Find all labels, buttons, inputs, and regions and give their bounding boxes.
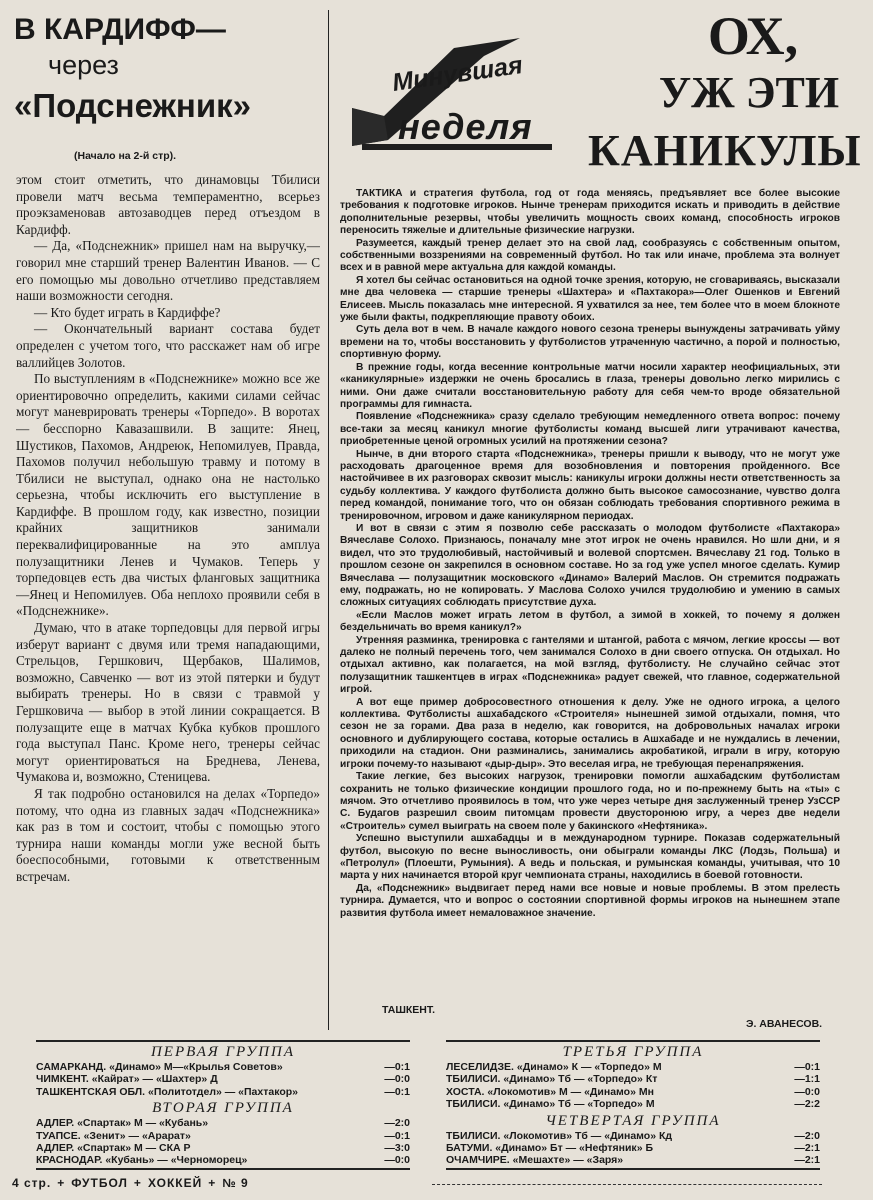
right-paragraph: Да, «Подснежник» выдвигает перед нами все новые и новые проблемы. В этом прелесть турнира. Думается, что и вопрос о состоянии спортивной формы игроков на нынешнем этапе развития футбола имеет немаловажное значение. <box>340 882 840 919</box>
result-match: ХОСТА. «Локомотив» М — «Динамо» Мн <box>446 1085 654 1098</box>
left-title-line3: «Подснежник» <box>14 87 251 124</box>
right-paragraph: Суть дела вот в чем. В начале каждого нового сезона тренеры вынуждены затрачивать уйму времени на то, чтобы восстановить у футболистов утраченную частично, а порой и полностью, спортивную форму. <box>340 324 840 361</box>
right-paragraph: Я хотел бы сейчас остановиться на одной точке зрения, которую, не сговариваясь, высказали мне два человека — старшие тренеры «Шахтера» и «Пахтакора»—Олег Ошенков и Евгений Елисеев. Мысль показалась мне интересной. Я ухватился за нее, тем более что в моем блокноте уже были факты, подкрепляющие правоту обоих. <box>340 274 840 324</box>
result-score: —0:0 <box>384 1154 410 1167</box>
footer-rule <box>432 1184 822 1185</box>
column-divider <box>328 10 329 1030</box>
group1-title: ПЕРВАЯ ГРУППА <box>150 1044 296 1060</box>
right-paragraph: Появление «Подснежника» сразу сделало требующим немедленного ответа вопрос: почему все-таки за месяц каникул многие футболисты команд высшей лиги утрачивают качества, приобретенные ценой огромных усилий на протяжении сезона? <box>340 411 840 448</box>
result-match: АДЛЕР. «Спартак» М — «Кубань» <box>36 1117 209 1130</box>
result-row <box>446 1061 820 1073</box>
result-match: КРАСНОДАР. «Кубань» — «Черноморец» <box>36 1154 248 1167</box>
right-title-line1: ОХ, <box>707 6 799 66</box>
result-row <box>36 1117 410 1129</box>
page-footer <box>12 1176 432 1190</box>
group3-title: ТРЕТЬЯ ГРУППА <box>562 1044 704 1060</box>
footer-sep: + <box>208 1176 217 1190</box>
left-paragraph: — Окончательный вариант состава будет определен с учетом того, что расскажет нам об игре валлийцев Золотов. <box>16 321 320 370</box>
right-paragraph: Такие легкие, без высоких нагрузок, тренировки помогли ашхабадским футболистам сохранить не только физические кондиции прошлого года, но и по-прежнему быть на «ты» с мячом. Это отчетливо проявилось в том, что уже через четыре дня заслуженный тренер УзССР С. Будагов разрешил своим питомцам провести двусторонюю игру, а через две недели «Строитель» сумел выиграть на своем поле у бакинского «Нефтяника». <box>340 771 840 832</box>
result-row <box>446 1086 820 1098</box>
result-score: —1:1 <box>794 1073 820 1086</box>
result-score: —0:1 <box>794 1061 820 1073</box>
result-match: САМАРКАНД. «Динамо» М—«Крылья Советов» <box>36 1061 283 1073</box>
left-paragraph: этом стоит отметить, что динамовцы Тбилиси провели матч весьма темпераментно, всерьез проэкзаменовав автозаводцев перед отъездом в Кардифф. <box>16 172 320 237</box>
result-match: ОЧАМЧИРЕ. «Мешахте» — «Заря» <box>446 1154 624 1167</box>
result-match: ТБИЛИСИ. «Динамо» Тб — «Торпедо» Кт <box>446 1073 658 1086</box>
left-title-line1: В КАРДИФФ— <box>14 13 226 46</box>
left-paragraph: Думаю, что в атаке торпедовцы для первой игры изберут вариант с двумя или тремя нападающими, Стрельцов, Гершкович, Щербаков, Шалимов, возможно, Савченко — вот из этой пятерки и будут выбирать тренеры. Но в связи с травмой у Гершковича — выбор в этой линии сокращается. В полузащите еще в матчах Кубка кубков прошлого года выступал Панс. Кроме него, тренеры сейчас могут ориентироваться на Бреднева, Ленева, Чумакова и, возможно, Стеницева. <box>16 620 320 785</box>
result-row <box>36 1130 410 1142</box>
right-article-body <box>340 188 840 1006</box>
group2-title: ВТОРАЯ ГРУППА <box>152 1100 294 1117</box>
right-paragraph: Разумеется, каждый тренер делает это на свой лад, сообразуясь с собственным опытом, собственными воззрениями на современный футбол. Но так или иначе, проблема эта волнует всех и в равной мере актуальна для каждой команды. <box>340 237 840 274</box>
right-paragraph: В прежние годы, когда весенние контрольные матчи носили характер неофициальных, эти «каникулярные» издержки не очень бросались в глаза, тренеры довольно легко мирились с ними. Они даже считали восстановительную работу для себя чем-то вроде обязательной программы для гимнаста. <box>340 361 840 410</box>
right-paragraph: ТАКТИКА и стратегия футбола, год от года меняясь, предъявляет все более высокие требования к подготовке игроков. Нынче тренерам приходится искать и приводить в действие дополнительные резервы, чтобы увеличить мощность своих команд, способность игроков переносить тяжелые и длительные физические нагрузки. <box>340 188 840 237</box>
footer-word2: ХОККЕЙ <box>147 1176 203 1190</box>
result-score: —2:0 <box>384 1117 410 1130</box>
left-paragraph: — Да, «Подснежник» пришел нам на выручку,— говорил мне старший тренер Валентин Иванов. — С его помощью мы довольно отчетливо представляем наши возможности сегодня. <box>16 238 320 304</box>
result-match: ТБИЛИСИ. «Динамо» Тб — «Торпедо» М <box>446 1098 655 1111</box>
right-paragraph: И вот в связи с этим я позволю себе рассказать о молодом футболисте «Пахтакора» Вячеславе Солохо. Признаюсь, поначалу мне этот игрок не очень нравился. Но шли дни, и я видел, что это трудолюбивый, настойчивый и волевой спортсмен. Вячеславу 21 год. Только в прошлом сезоне он закрепился в основном составе. Но за год уже успел многое сделать. Кумир Вячеслава — полузащитник московского «Динамо» Валерий Маслов. Он стремится подражать ему, подражать, но не копировать. У Маслова Солохо учился трудолюбию и умению в самых сложных ситуациях соблюдать присутствие духа. <box>340 522 840 609</box>
left-article-body <box>16 172 320 1032</box>
result-match: ТБИЛИСИ. «Локомотив» Тб — «Динамо» Кд <box>446 1129 673 1142</box>
result-match: АДЛЕР. «Спартак» М — СКА Р <box>36 1142 191 1155</box>
result-row <box>36 1086 410 1098</box>
result-match: БАТУМИ. «Динамо» Бт — «Нефтяник» Б <box>446 1142 653 1155</box>
result-match: ЛЕСЕЛИДЗЕ. «Динамо» К — «Торпедо» М <box>446 1061 662 1073</box>
right-paragraph: «Если Маслов может играть летом в футбол, а зимой в хоккей, то почему я должен бездельничать во время каникул?» <box>340 609 840 634</box>
right-title-line2: УЖ ЭТИ <box>658 68 840 117</box>
result-row <box>446 1098 820 1110</box>
right-paragraph: А вот еще пример добросовестного отношения к делу. Уже не одного игрока, а целого коллектива. Футболисты ашхабадского «Строителя» нынешней зимой отдыхали, помня, что сезон не за горами. Два раза в неделю, как говорится, на добровольных началах игроки основного и дублирующего состава, которые остались в Ашхабаде и не нуждались в лечении, приходили на стадион. Они разминались, занимались акробатикой, играли в игру, которую игроки почему-то называют «дыр-дыр». Это веселая игра, не требующая перенапряжения. <box>340 696 840 770</box>
continued-note: (Начало на 2-й стр). <box>74 150 177 162</box>
result-match: ТАШКЕНТСКАЯ ОБЛ. «Политотдел» — «Пахтакор» <box>36 1085 298 1098</box>
rubric-line2: неделя <box>398 106 533 147</box>
right-article-title <box>580 6 870 120</box>
result-score: —0:1 <box>384 1061 410 1073</box>
footer-word1: ФУТБОЛ <box>71 1176 128 1190</box>
right-paragraph: Утренняя разминка, тренировка с гантелями и штангой, работа с мячом, легкие кроссы — вот далеко не полный перечень того, чем занимался Солохо в дни своего отпуска. Он отдыхал. Но отдыхал активно, как полагается, на мой взгляд, футболисту. Не случайно сейчас этот полузащитник ташкентцев в играх «Подснежника» радует свежей, что главное, содержательной игрой. <box>340 634 840 696</box>
results-box-left <box>36 1040 410 1170</box>
footer-issue: № 9 <box>222 1176 249 1190</box>
group4-title: ЧЕТВЕРТАЯ ГРУППА <box>545 1112 721 1129</box>
result-row <box>446 1073 820 1085</box>
left-paragraph: По выступлениям в «Подснежнике» можно все же ориентировочно определить, какими силами сейчас могут маневрировать тренеры «Торпедо». В воротах — бесспорно Кавазашвили. В защите: Янец, Шустиков, Пахомов, Андреюк, Непомилуев, Правда, Пахомов получил небольшую травму и потому в Тбилиси не выступал, однако она не настолько серьезна, чтобы исключить его выступление в Кардиффе. В прошлом году, как известно, позиции крайних защитников занимали переквалифицированные на это амплуа полузащитники Ленев и Чумаков. Теперь у торпедовцев есть два чистых фланговых защитника—Янец и Непомилуев. Оба неплохо проявили себя в «Подснежнике». <box>16 371 320 619</box>
author: Э. АВАНЕСОВ. <box>746 1018 823 1030</box>
left-paragraph: Я так подробно остановился на делах «Торпедо» потому, что одна из главных задач «Подснежника» как раз в том и состоит, чтобы с помощью этого турнира наши команды могли уже весной быть боеспособными, готовыми к ответственным встречам. <box>16 785 320 884</box>
result-score: —0:1 <box>384 1129 410 1142</box>
right-paragraph: Успешно выступили ашхабадцы и в международном турнире. Показав содержательный футбол, высокую по весне выносливость, они обыграли команды ЛКС (Лодзь, Польша) и «Петролул» (Плоешти, Румыния). А ведь и польская, и румынская команды, учитывая, что 10 марта у них начинается второй круг чемпионата страны, находились в боевой готовности. <box>340 833 840 882</box>
right-title-line3: КАНИКУЛЫ <box>588 126 862 175</box>
footer-page: 4 стр. <box>12 1176 52 1190</box>
rubric-line1: Минувшая <box>390 51 525 97</box>
result-score: —2:1 <box>794 1142 820 1155</box>
dateline: ТАШКЕНТ. <box>382 1004 436 1016</box>
result-row <box>36 1154 410 1166</box>
result-match: ЧИМКЕНТ. «Кайрат» — «Шахтер» Д <box>36 1073 218 1086</box>
result-row <box>446 1154 820 1166</box>
left-paragraph: — Кто будет играть в Кардиффе? <box>34 304 221 320</box>
footer-sep: + <box>57 1176 66 1190</box>
result-score: —2:2 <box>794 1098 820 1111</box>
results-box-right <box>446 1040 820 1170</box>
result-score: —0:0 <box>794 1085 820 1098</box>
result-score: —0:1 <box>384 1085 410 1098</box>
footer-sep: + <box>133 1176 142 1190</box>
result-row <box>36 1142 410 1154</box>
result-score: —2:1 <box>794 1154 820 1167</box>
rubric-swoosh-icon <box>344 20 556 178</box>
result-row <box>446 1142 820 1154</box>
result-score: —0:0 <box>384 1073 410 1086</box>
result-row <box>36 1073 410 1085</box>
right-paragraph: Нынче, в дни второго старта «Подснежника», тренеры пришли к выводу, что не могут уже расходовать драгоценное время для возобновления и повторения пройденного. Все настойчивее в их разговорах сквозит мысль: каникулы игроки должны нести ответственность за судьбу коллектива. У каждого футболиста должно быть высокое самосознание, чувство долга перед командой, понимание того, что он обязан соблюдать требования спортивного режима в тренировочном, игровом и даже каникулярном периодах. <box>340 448 840 522</box>
result-score: —3:0 <box>384 1142 410 1155</box>
result-score: —2:0 <box>794 1129 820 1142</box>
result-match: ТУАПСЕ. «Зенит» — «Арарат» <box>36 1129 191 1142</box>
left-article-title <box>14 12 314 126</box>
left-title-line2: через <box>48 50 119 80</box>
result-row <box>36 1061 410 1073</box>
result-row <box>446 1130 820 1142</box>
rubric-block <box>344 20 556 178</box>
